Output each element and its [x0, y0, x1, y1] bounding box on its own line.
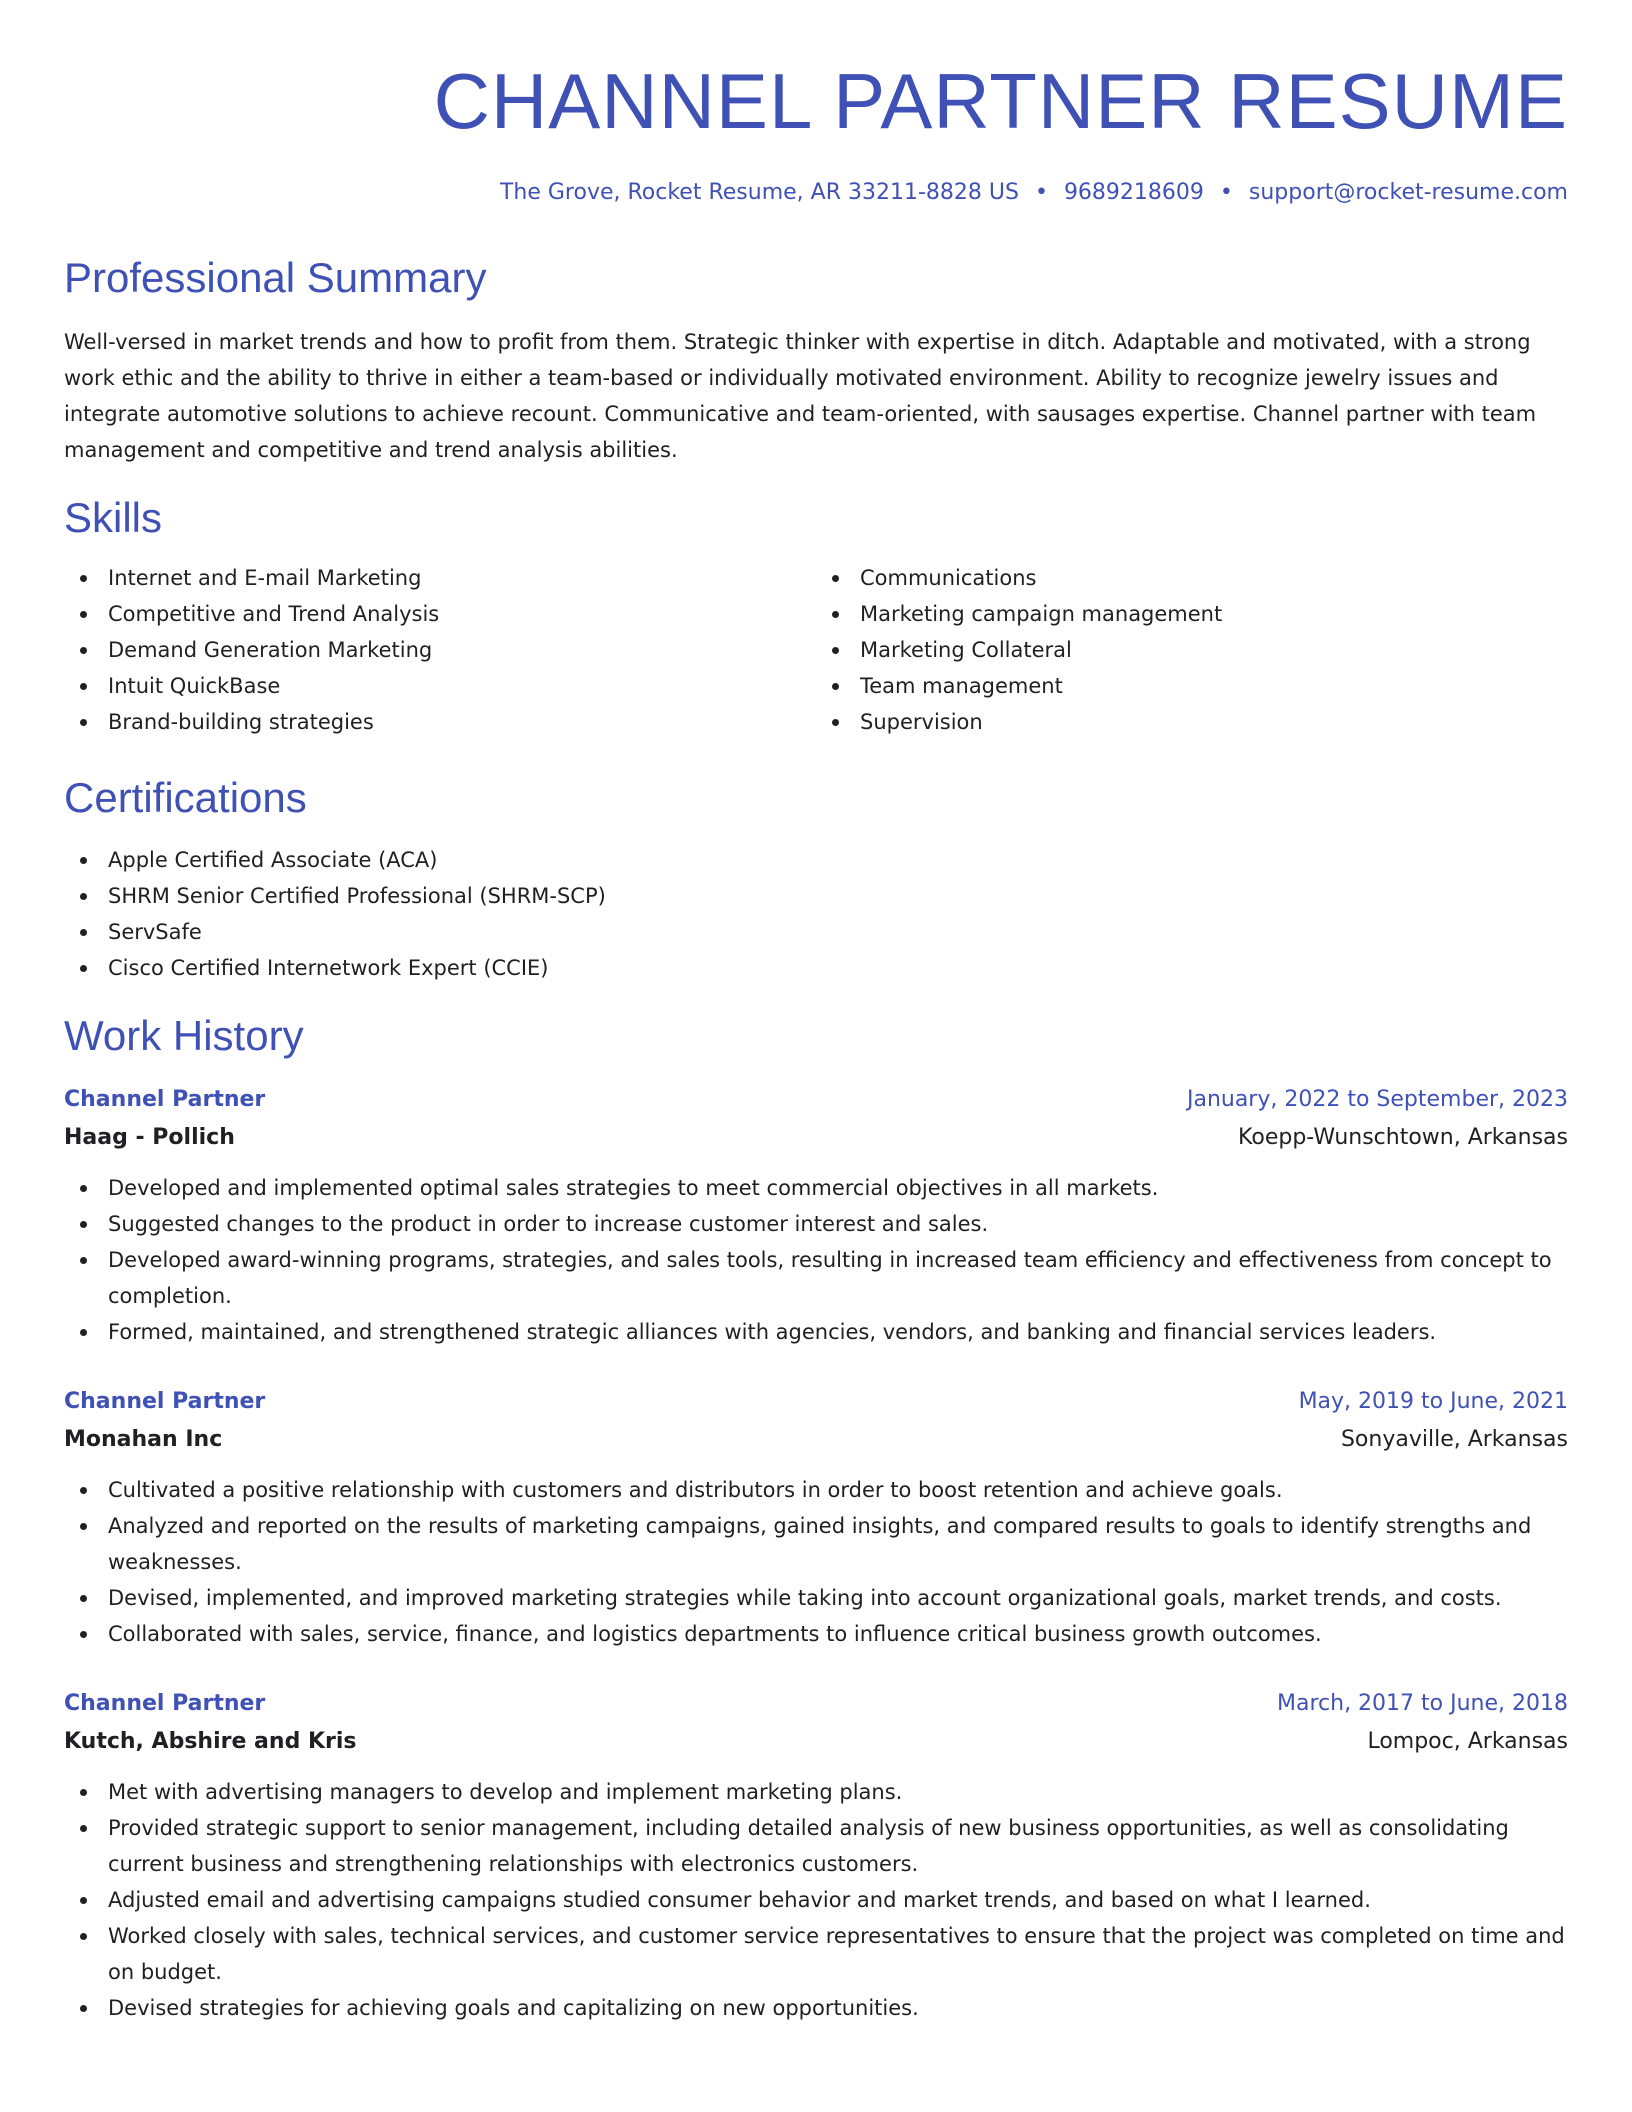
job-bullet: Provided strategic support to senior management, including detailed analysis of new business opportunities, as well as consolidating current business and strengthening relationships with electronics customers.: [64, 1810, 1568, 1882]
job-location: Lompoc, Arkansas: [1367, 1729, 1568, 1754]
job-bullet: Met with advertising managers to develop and implement marketing plans.: [64, 1774, 1568, 1810]
job-location: Sonyaville, Arkansas: [1340, 1427, 1568, 1452]
skills-list: [64, 560, 1568, 740]
summary-text: Well-versed in market trends and how to profit from them. Strategic thinker with expertise in ditch. Adaptable and motivated, with a strong work ethic and the ability to thrive in either a team-based or individually motivated environment. Ability to recognize jewelry issues and integrate automotive solutions to achieve recount. Communicative and team-oriented, with sausages expertise. Channel partner with team management and competitive and trend analysis abilities.: [64, 330, 1537, 462]
contact-email[interactable]: support@rocket-resume.com: [1248, 180, 1568, 205]
resume-title: CHANNEL PARTNER RESUME: [433, 57, 1568, 145]
skill-item: Demand Generation Marketing: [64, 632, 816, 668]
skill-item: Marketing campaign management: [816, 596, 1568, 632]
job-dates: March, 2017 to June, 2018: [1277, 1691, 1568, 1716]
job-title: Channel Partner: [64, 1389, 266, 1414]
certification-item: Cisco Certified Internetwork Expert (CCIE): [64, 950, 1568, 986]
job-bullets: [64, 1170, 1568, 1350]
job-bullet: Adjusted email and advertising campaigns studied consumer behavior and market trends, and based on what I learned.: [64, 1882, 1568, 1918]
job-header-row: [64, 1686, 1568, 1722]
job-title: Channel Partner: [64, 1087, 266, 1112]
skill-item: Internet and E-mail Marketing: [64, 560, 816, 596]
skill-item: Marketing Collateral: [816, 632, 1568, 668]
skills-column-right: [816, 560, 1568, 740]
certification-item: ServSafe: [64, 914, 1568, 950]
contact-address: The Grove, Rocket Resume, AR 33211-8828 US: [499, 180, 1019, 205]
certifications-list: [64, 842, 1568, 986]
job-bullet: Developed and implemented optimal sales strategies to meet commercial objectives in all markets.: [64, 1170, 1568, 1206]
job-bullets: [64, 1472, 1568, 1652]
job-company-row: [64, 1118, 1568, 1158]
certifications-heading: Certifications: [64, 774, 307, 821]
job-company: Monahan Inc: [64, 1427, 223, 1452]
job-bullet: Formed, maintained, and strengthened strategic alliances with agencies, vendors, and banking and financial services leaders.: [64, 1314, 1568, 1350]
job-company-row: [64, 1722, 1568, 1762]
skill-item: Team management: [816, 668, 1568, 704]
job-company: Haag - Pollich: [64, 1125, 235, 1150]
job-bullet: Devised, implemented, and improved marketing strategies while taking into account organizational goals, market trends, and costs.: [64, 1580, 1568, 1616]
contact-separator: •: [1219, 180, 1233, 205]
certification-item: Apple Certified Associate (ACA): [64, 842, 1568, 878]
work-history-heading: Work History: [64, 1012, 304, 1059]
certification-item: SHRM Senior Certified Professional (SHRM-SCP): [64, 878, 1568, 914]
job-bullet: Cultivated a positive relationship with customers and distributors in order to boost retention and achieve goals.: [64, 1472, 1568, 1508]
job-bullet: Analyzed and reported on the results of marketing campaigns, gained insights, and compared results to goals to identify strengths and weaknesses.: [64, 1508, 1568, 1580]
job-bullet: Devised strategies for achieving goals and capitalizing on new opportunities.: [64, 1990, 1568, 2026]
skill-item: Communications: [816, 560, 1568, 596]
skills-heading: Skills: [64, 494, 163, 541]
job-company-row: [64, 1420, 1568, 1460]
job-header-row: [64, 1082, 1568, 1118]
job-bullets: [64, 1774, 1568, 2026]
job-company: Kutch, Abshire and Kris: [64, 1729, 357, 1754]
job-header-row: [64, 1384, 1568, 1420]
job-bullet: Suggested changes to the product in order to increase customer interest and sales.: [64, 1206, 1568, 1242]
job-dates: January, 2022 to September, 2023: [1186, 1087, 1568, 1112]
job-dates: May, 2019 to June, 2021: [1298, 1389, 1568, 1414]
job-entry: [64, 1082, 1568, 1350]
skill-item: Competitive and Trend Analysis: [64, 596, 816, 632]
contact-separator: •: [1034, 180, 1048, 205]
job-entry: [64, 1686, 1568, 2026]
job-bullet: Developed award-winning programs, strategies, and sales tools, resulting in increased team efficiency and effectiveness from concept to completion.: [64, 1242, 1568, 1314]
contact-line: [64, 178, 1568, 208]
summary-heading: Professional Summary: [64, 254, 487, 301]
skill-item: Brand-building strategies: [64, 704, 816, 740]
skill-item: Supervision: [816, 704, 1568, 740]
job-bullet: Collaborated with sales, service, finance, and logistics departments to influence critical business growth outcomes.: [64, 1616, 1568, 1652]
skill-item: Intuit QuickBase: [64, 668, 816, 704]
job-bullet: Worked closely with sales, technical services, and customer service representatives to ensure that the project was completed on time and on budget.: [64, 1918, 1568, 1990]
job-title: Channel Partner: [64, 1691, 266, 1716]
job-location: Koepp-Wunschtown, Arkansas: [1238, 1125, 1568, 1150]
contact-phone: 9689218609: [1063, 180, 1204, 205]
skills-column-left: [64, 560, 816, 740]
job-entry: [64, 1384, 1568, 1652]
